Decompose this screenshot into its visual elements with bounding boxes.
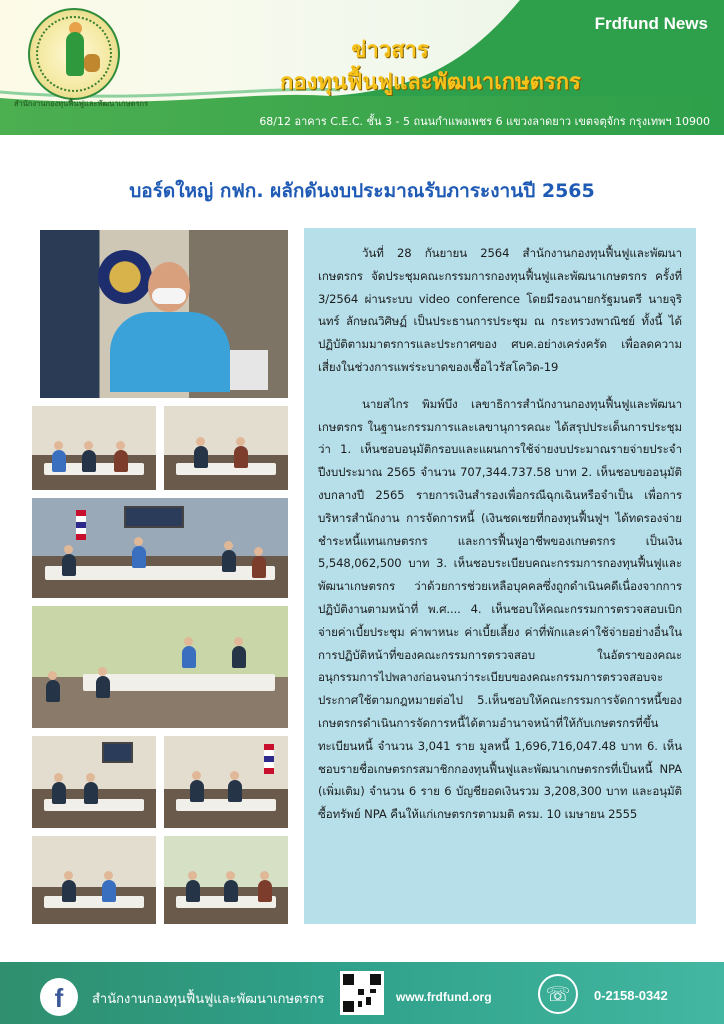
news-tag: Frdfund News	[594, 14, 708, 33]
article-title: บอร์ดใหญ่ กฟก. ผลักดันงบประมาณรับภาระงานปี 2565	[129, 180, 595, 202]
photo-meeting-3	[32, 498, 288, 598]
photo-meeting-1	[32, 406, 156, 490]
article-paragraph-1: วันที่ 28 กันยายน 2564 สำนักงานกองทุนฟื้นฟูและพัฒนาเกษตรกร จัดประชุมคณะกรรมการกองทุนฟื้นฟูและพัฒนาเกษตรกร ครั้งที่ 3/2564 ผ่านระบบ video conference โดยมีรองนายกรัฐมนตรี นายจุรินทร์ ลักษณวิศิษฏ์ เป็นประธานการประชุม ณ กระทรวงพาณิชย์ ทั้งนี้ ได้ปฏิบัติตามมาตรการและประกาศของ ศบค.อย่างเคร่งครัด เพื่อลดความเสี่ยงในช่วงการแพร่ระบาดของเชื้อไวรัสโควิด-19	[318, 246, 682, 374]
facebook-label[interactable]: สำนักงานกองทุนฟื้นฟูและพัฒนาเกษตรกร	[92, 992, 325, 1007]
header-title-line2: กองทุนฟื้นฟูและพัฒนาเกษตรกร	[280, 70, 581, 95]
header-title-line1: ข่าวสาร	[351, 38, 429, 63]
qr-code	[340, 971, 384, 1015]
photo-meeting-5	[32, 736, 156, 828]
phone-icon: ☏	[538, 974, 578, 1014]
photo-meeting-7	[32, 836, 156, 924]
photo-main	[40, 230, 288, 398]
logo-text: สำนักงานกองทุนฟื้นฟูและพัฒนาเกษตรกร	[14, 99, 149, 108]
photo-meeting-8	[164, 836, 288, 924]
photo-meeting-4	[32, 606, 288, 728]
website-link[interactable]: www.frdfund.org	[396, 990, 492, 1004]
header-address: 68/12 อาคาร C.E.C. ชั้น 3 - 5 ถนนกำแพงเพชร 6 แขวงลาดยาว เขตจตุจักร กรุงเทพฯ 10900	[259, 115, 710, 128]
phone-number[interactable]: 0-2158-0342	[594, 988, 668, 1003]
logo	[28, 8, 120, 100]
photo-meeting-2	[164, 406, 288, 490]
photo-meeting-6	[164, 736, 288, 828]
article-body	[304, 228, 696, 924]
article-paragraph-2: นายสไกร พิมพ์บึง เลขาธิการสำนักงานกองทุนฟื้นฟูและพัฒนาเกษตรกร ในฐานะกรรมการและเลขานุการคณะ ได้สรุปประเด็นการประชุมว่า 1. เห็นชอบอนุมัติกรอบและแผนการใช้จ่ายงบประมาณรายจ่ายประจำปีงบประมาณ 2565 จำนวน 707,344.737.58 บาท 2. เห็นชอบขออนุมัติงบกลางปี 2565 รายการเงินสำรองเพื่อกรณีฉุกเฉินหรือจำเป็น เพื่อการบริหารสำนักงาน การจัดการหนี้ (เงินชดเชยที่กองทุนฟื้นฟูฯ ได้ทดรองจ่ายชำระหนี้แทนเกษตรกร และการฟื้นฟูอาชีพของเกษตรกร เป็นเงิน 5,548,062,500 บาท 3. เห็นชอบระเบียบคณะกรรมการกองทุนฟื้นฟูและพัฒนาเกษตรกร ว่าด้วยการช่วยเหลือบุคคลซึ่งถูกดำเนินคดีเนื่องจากการปฏิบัติงานตามหน้าที่ พ.ศ.... 4. เห็นชอบให้คณะกรรมการตรวจสอบเบิกจ่ายค่าเบี้ยประชุม ค่าพาหนะ ค่าเบี้ยเลี้ยง ค่าที่พักและค่าใช้จ่ายอย่างอื่นในการปฏิบัติหน้าที่ของคณะกรรมการตรวจสอบ ในอัตราของคณะอนุกรรมการไปพลางก่อนจนกว่าระเบียบของคณะกรรมการตรวจสอบจะประกาศใช้ตามกฎหมายต่อไป 5.เห็นชอบให้คณะกรรมการจัดการหนี้ของเกษตรกรดำเนินการจัดการหนี้ได้ตามอำนาจหน้าที่ให้กับเกษตรกรที่ขึ้นทะเบียนหนี้ จำนวน 3,041 ราย มูลหนี้ 1,696,716,047.48 บาท 6. เห็นชอบรายชื่อเกษตรกรสมาชิกกองทุนฟื้นฟูและพัฒนาเกษตรกรที่เป็นหนี้ NPA (เพิ่มเติม) จำนวน 6 ราย 6 บัญชียอดเงินรวม 3,208,300 บาท และอนุมัติซื้อทรัพย์ NPA คืนให้แก่เกษตรกรตามมติ ครม. 10 เมษายน 2555	[318, 396, 682, 822]
facebook-icon[interactable]: f	[40, 978, 78, 1016]
